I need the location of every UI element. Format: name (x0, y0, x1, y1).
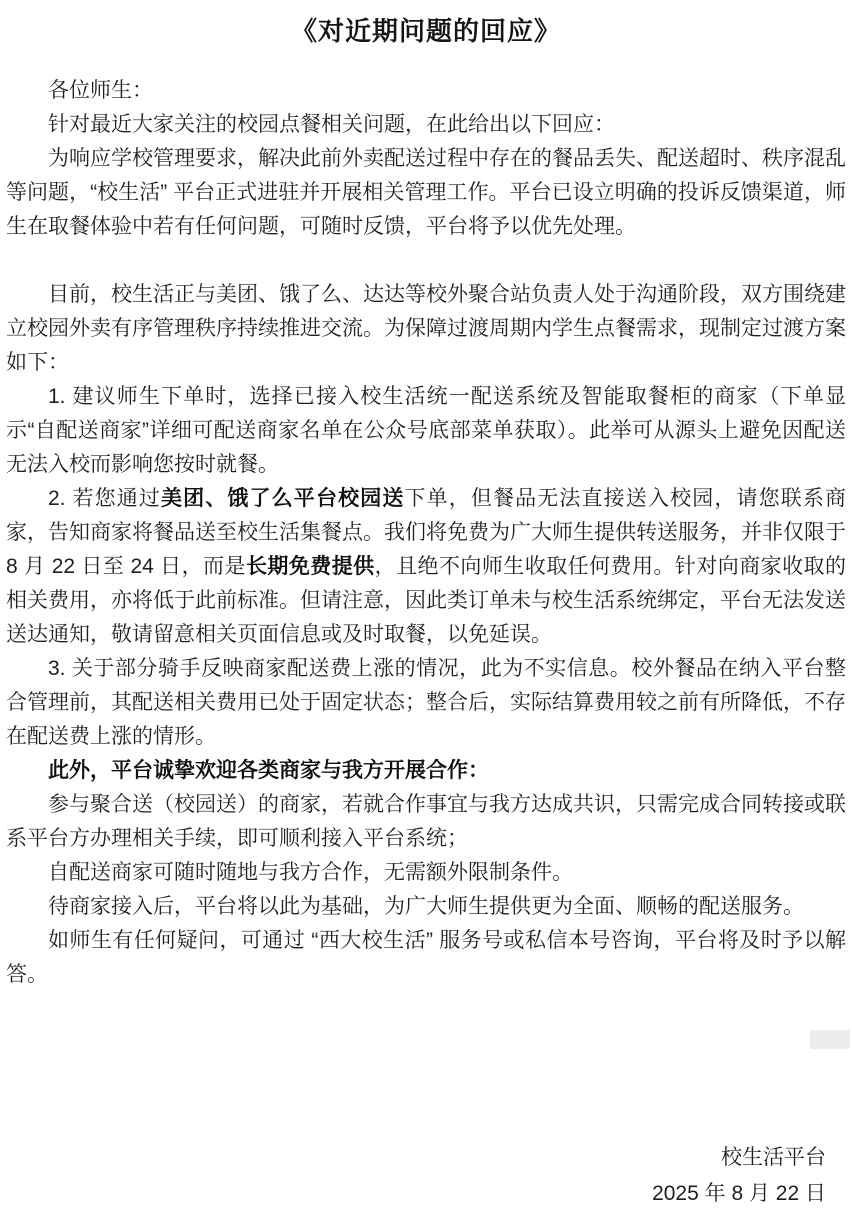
paragraph (6, 924, 846, 992)
paragraph (6, 890, 846, 924)
paragraph-text: 下单，但餐品无法直接送入校园，请您联系商家，告知商家将餐品送至校生活集餐点。我们将免费为广大师生提供转送服务，并非仅限于 8 月 22 日至 24 日，而是 (6, 487, 847, 578)
paragraph (6, 652, 846, 754)
paragraph (6, 754, 846, 788)
paragraph-text: ，且绝不向师生收取任何费用。针对向商家收取的相关费用，亦将低于此前标准。但请注意，因此类订单未与校生活系统绑定，平台无法发送送达通知，敬请留意相关页面信息或及时取餐，以免延误。 (6, 555, 847, 646)
paragraph-text: 针对最近大家关注的校园点餐相关问题，在此给出以下回应： (48, 113, 615, 136)
paragraph (6, 380, 846, 482)
signature-date: 2025 年 8 月 22 日 (652, 1182, 826, 1205)
watermark (810, 1030, 850, 1049)
paragraph-text: 目前，校生活正与美团、饿了么、达达等校外聚合站负责人处于沟通阶段，双方围绕建立校园外卖有序管理秩序持续推进交流。为保障过渡周期内学生点餐需求，现制定过渡方案如下： (6, 283, 846, 374)
paragraph-text: 3. 关于部分骑手反映商家配送费上涨的情况，此为不实信息。校外餐品在纳入平台整合管理前，其配送相关费用已处于固定状态；整合后，实际结算费用较之前有所降低，不存在配送费上涨的情形。 (6, 657, 846, 748)
paragraph (6, 142, 846, 244)
paragraph (6, 856, 846, 890)
paragraph-text: 如师生有任何疑问，可通过 “西大校生活” 服务号或私信本号咨询，平台将及时予以解答。 (6, 929, 846, 986)
document-page (0, 14, 852, 1205)
document-title: 《对近期问题的回应》 (290, 16, 561, 46)
paragraph-text: 1. 建议师生下单时，选择已接入校生活统一配送系统及智能取餐柜的商家（下单显示“自配送商家”详细可配送商家名单在公众号底部菜单获取）。此举可从源头上避免因配送无法入校而影响您按时就餐。 (6, 385, 846, 476)
paragraph-text: 各位师生： (48, 79, 153, 102)
paragraph-text: 自配送商家可随时随地与我方合作，无需额外限制条件。 (48, 861, 573, 884)
paragraph-text-bold: 长期免费提供 (245, 555, 375, 578)
paragraph (6, 74, 846, 108)
blank-line (6, 244, 846, 278)
paragraph-text: 参与聚合送（校园送）的商家，若就合作事宜与我方达成共识，只需完成合同转接或联系平台方办理相关手续，即可顺利接入平台系统； (6, 793, 846, 850)
signature-name: 校生活平台 (721, 1146, 826, 1169)
document-body (0, 74, 852, 992)
signature-block (0, 1140, 852, 1212)
paragraph-text: 待商家接入后，平台将以此为基础，为广大师生提供更为全面、顺畅的配送服务。 (48, 895, 804, 918)
paragraph (6, 278, 846, 380)
paragraph (6, 788, 846, 856)
paragraph-text: 为响应学校管理要求，解决此前外卖配送过程中存在的餐品丢失、配送超时、秩序混乱等问题，“校生活” 平台正式进驻并开展相关管理工作。平台已设立明确的投诉反馈渠道，师生在取餐体验中若有任何问题，可随时反馈，平台将予以优先处理。 (6, 147, 846, 238)
paragraph-text-bold: 此外，平台诚挚欢迎各类商家与我方开展合作： (48, 759, 489, 782)
paragraph-text-bold: 美团、饿了么平台校园送 (161, 487, 405, 510)
paragraph (6, 482, 846, 652)
paragraph-text: 2. 若您通过 (48, 487, 162, 510)
paragraph (6, 108, 846, 142)
